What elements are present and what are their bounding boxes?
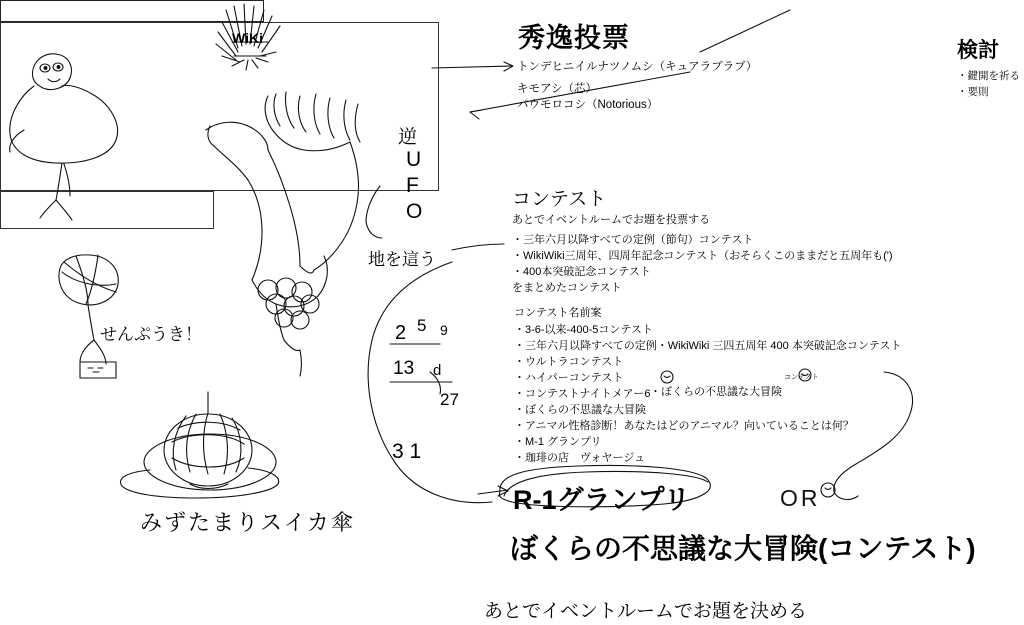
review-item: ・要則 <box>957 86 989 98</box>
contest-bullet: ・400本突破記念コンテスト <box>512 266 651 278</box>
contest-panel-title: コンテスト <box>512 189 607 210</box>
vote-item[interactable]: キモアシ（芯） <box>517 83 598 95</box>
list-item: ・ぼくらの不思議な大冒険 <box>514 404 646 416</box>
list-item: ・ハイパーコンテスト <box>514 372 624 384</box>
review-panel-title: 検討 <box>957 39 999 62</box>
r1-highlight-box <box>0 191 214 229</box>
sketch-number: 13 <box>393 358 415 379</box>
contest-names-heading: コンテスト名前案 <box>514 307 602 319</box>
sketch-label-f: F <box>406 174 419 197</box>
footer-note: あとでイベントルームでお題を決める <box>484 601 808 622</box>
sketch-label-u: U <box>406 148 422 171</box>
list-item: ・珈琲の店 ヴォヤージュ <box>514 452 646 464</box>
contest-names-box <box>0 22 439 191</box>
list-item: ・3-6-以来-400-5コンテスト <box>514 324 653 336</box>
side-annotation-small: コンテスト <box>784 374 819 381</box>
sketch-number: 3 1 <box>392 440 422 463</box>
sketch-label-senpuuki: せんぷうき！ <box>100 325 202 344</box>
vote-selection-box <box>0 0 264 22</box>
list-item: ・コンテストナイトメアー6 <box>514 388 651 400</box>
contest-lead-text: あとでイベントルームでお題を投票する <box>512 214 710 226</box>
or-label: OR <box>780 485 821 511</box>
sketch-number: 5 <box>417 316 427 335</box>
r1-grand-prix-label: R-1グランプリ <box>513 485 691 515</box>
contest-bullet: ・三年六月以降すべての定例（節句）コンテスト <box>512 234 754 246</box>
list-item: ・ウルトラコンテスト <box>514 356 624 368</box>
sketch-number: d <box>433 362 442 379</box>
sketch-label-wiki: WiKi <box>232 30 263 46</box>
list-item: ・アニマル性格診断！あなたはどのアニマル？向いていることは何？ <box>514 420 854 432</box>
final-title-label: ぼくらの不思議な大冒険(コンテスト) <box>510 533 976 564</box>
list-item: ・M-1 グランプリ <box>514 436 602 448</box>
sketch-label-chiwohau: 地を這う <box>368 250 436 269</box>
sketch-number: 9 <box>440 322 448 338</box>
sketch-number: 27 <box>440 390 459 409</box>
review-item: ・鍵開を祈る <box>957 70 1020 82</box>
vote-panel-title: 秀逸投票 <box>518 23 630 53</box>
sketch-label-mizutamari: みずたまりスイカ傘 <box>140 510 355 535</box>
list-item: ・三年六月以降すべての定例・WikiWiki 三四五周年 400 本突破記念コンテスト <box>514 340 902 352</box>
contest-bullet: ・WikiWiki三周年、四周年記念コンテスト（おそらくこのままだと五周年も(') <box>512 250 893 262</box>
side-annotation: ・ぼくらの不思議な大冒険 <box>650 386 782 398</box>
sketch-label-gyaku: 逆 <box>398 127 418 148</box>
vote-item[interactable]: トンデヒニイルナツノムシ（キュアラブラブ） <box>517 61 758 73</box>
vote-item[interactable]: パウモロコシ（Notorious） <box>517 99 659 111</box>
contest-bullet: をまとめたコンテスト <box>512 282 622 294</box>
sketch-label-o: O <box>406 200 423 223</box>
sketch-number: 2 <box>395 322 407 344</box>
